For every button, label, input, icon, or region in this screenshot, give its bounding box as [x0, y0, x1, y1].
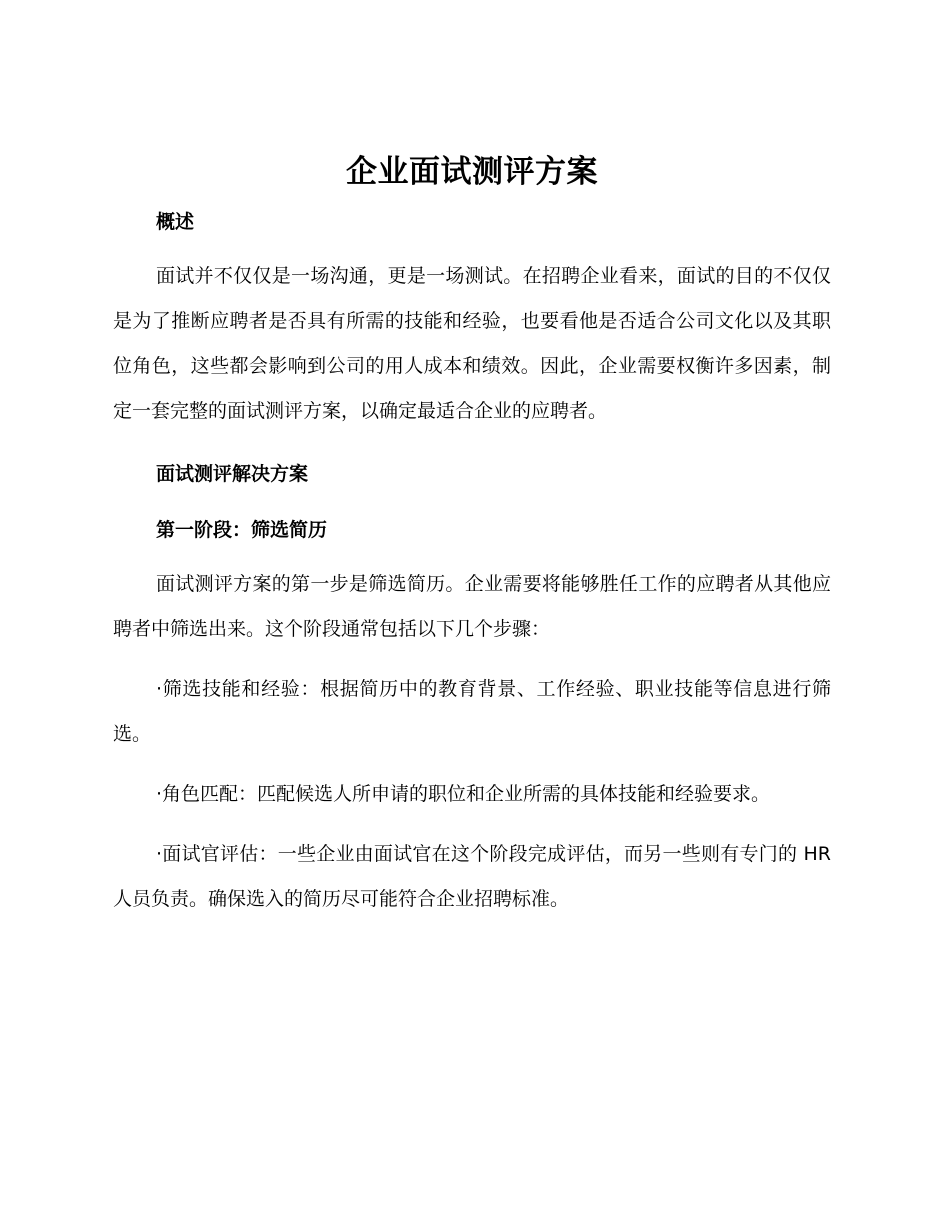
bullet-skills-experience: ·筛选技能和经验：根据简历中的教育背景、工作经验、职业技能等信息进行筛选。 [113, 678, 831, 745]
stage1-heading: 第一阶段：筛选简历 [156, 519, 328, 541]
solution-heading: 面试测评解决方案 [156, 463, 309, 485]
bullet-role-match: ·角色匹配：匹配候选人所申请的职位和企业所需的具体技能和经验要求。 [156, 783, 771, 805]
document-body [113, 150, 831, 922]
overview-heading: 概述 [156, 211, 195, 233]
stage1-paragraph: 面试测评方案的第一步是筛选简历。企业需要将能够胜任工作的应聘者从其他应聘者中筛选出来。这个阶段通常包括以下几个步骤： [113, 573, 831, 640]
overview-paragraph: 面试并不仅仅是一场沟通，更是一场测试。在招聘企业看来，面试的目的不仅仅是为了推断应聘者是否具有所需的技能和经验，也要看他是否适合公司文化以及其职位角色，这些都会影响到公司的用人成本和绩效。因此，企业需要权衡许多因素，制定一套完整的面试测评方案，以确定最适合企业的应聘者。 [113, 265, 831, 422]
document-title: 企业面试测评方案 [346, 154, 598, 190]
bullet-interviewer-evaluation: ·面试官评估：一些企业由面试官在这个阶段完成评估，而另一些则有专门的 HR 人员负责。确保选入的简历尽可能符合企业招聘标准。 [113, 843, 831, 910]
